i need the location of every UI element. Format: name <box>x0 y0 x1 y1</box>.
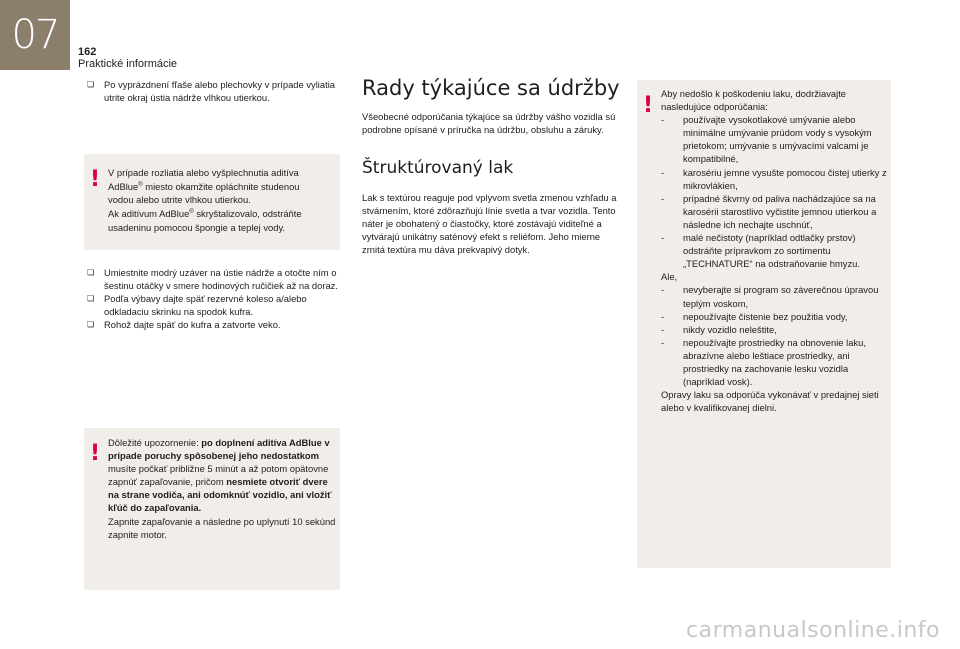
item-text: nepoužívajte prostriedky na obnovenie laku, abrazívne alebo leštiace prostriedky, ani prostriedky na zachovanie lesku vozidla (napríklad vosk). <box>683 336 866 388</box>
list-item <box>661 323 889 336</box>
watermark: carmanualsonline.info <box>686 618 940 643</box>
list-item <box>84 266 346 292</box>
list-item <box>661 310 889 323</box>
chapter-tab: 07 <box>0 0 70 70</box>
dash-marker: - <box>661 284 665 296</box>
warning-line <box>108 179 336 193</box>
item-text: prípadné škvrny od paliva nachádzajúce sa na karosérii starostlivo vyčistite jemnou utierkou a následne ich nechajte uschnúť, <box>683 192 877 230</box>
step-text: Umiestnite modrý uzáver na ústie nádrže a otočte ním o šestinu otáčky v smere hodinových ručičiek až na doraz. <box>104 267 338 292</box>
list-item <box>84 78 344 104</box>
warning-fragment: Dôležité upozornenie: <box>108 437 202 448</box>
also-text: Ale, <box>661 271 678 283</box>
section-title: Praktické informácie <box>78 58 178 70</box>
textured-paint-description: Lak s textúrou reaguje pod vplyvom svetla zmenou vzhľadu a stvárnením, ktoré zdôrazňujú línie svetla a tvar vozidla. Tento náter je obohatený o čiastočky, ktoré zostávajú viditeľné a vytvárajú unikátny saténový efekt s reliéfom. Jeho mierne zrnitá textúra mu dáva prekvapivý dotyk. <box>362 192 617 256</box>
warning-emphasis: po doplnení aditíva AdBlue v prípade poruchy spôsobenej jeho nedostatkom <box>108 437 330 462</box>
list-item <box>661 166 889 192</box>
registered-mark: ® <box>189 209 194 216</box>
warning-fragment: Zapnite zapaľovanie a následne po uplynutí 10 sekúnd zapnite motor. <box>108 515 336 540</box>
check-box-bullet-icon: ❏ <box>87 294 95 304</box>
check-box-bullet-icon: ❏ <box>87 320 95 330</box>
warning-line: usadeninu pomocou špongie a teplej vody. <box>108 221 286 233</box>
item-text: nepoužívajte čistenie bez použitia vody, <box>683 310 848 322</box>
warning-text <box>108 436 336 541</box>
warning-text <box>108 166 336 234</box>
list-item <box>661 113 889 165</box>
page-heading: Rady týkajúce sa údržby <box>362 76 620 100</box>
item-text: nikdy vozidlo neleštite, <box>683 323 777 335</box>
exclamation-warning-icon: ! <box>643 93 654 118</box>
step-text: Podľa výbavy dajte späť rezervné koleso a/alebo odkladaciu skrinku na spodok kufra. <box>104 293 307 318</box>
item-text: používajte vysokotlakové umývanie alebo minimálne umývanie prúdom vody s vysokým prietokom; umývanie s umývacími valcami je kompatibilné, <box>683 114 872 165</box>
warning-box-ignition <box>84 428 340 590</box>
warning-fragment: musíte počkať približne 5 minút a až potom opätovne zapnúť zapaľovanie, pričom <box>108 463 329 488</box>
dash-marker: - <box>661 232 665 244</box>
list-item <box>661 283 889 309</box>
warning-line: vodou alebo utrite vlhkou utierkou. <box>108 194 251 206</box>
list-item <box>661 336 889 388</box>
item-text: karosériu jemne vysušte pomocou čistej utierky z mikrovlákien, <box>683 166 887 191</box>
dash-marker: - <box>661 192 665 204</box>
list-item <box>661 231 889 270</box>
list-item <box>84 318 346 331</box>
warning-emphasis: nesmiete otvoriť dvere na strane vodiča, ani odomknúť vozidlo, ani vložiť kľúč do zapaľovania. <box>108 476 332 514</box>
step-text: Po vyprázdnení fľaše alebo plechovky v prípade vyliatia utrite okraj ústia nádrže vlhkou utierkou. <box>104 79 335 104</box>
maintenance-intro: Všeobecné odporúčania týkajúce sa údržby vášho vozidla sú podrobne opísané v príručka na údržbu, obsluhu a záruky. <box>362 111 616 136</box>
warning-line: V prípade rozliatia alebo vyšplechnutia aditíva <box>108 167 299 178</box>
check-box-bullet-icon: ❏ <box>87 268 95 277</box>
dash-marker: - <box>661 336 665 348</box>
warning-box-adblue-spill <box>84 154 340 250</box>
dash-marker: - <box>661 166 665 178</box>
item-text: nevyberajte si program so záverečnou úpravou teplým voskom, <box>683 284 879 309</box>
page-number: 162 <box>78 46 97 58</box>
list-item <box>84 292 346 318</box>
paint-care-box <box>637 80 891 568</box>
closing-text: Opravy laku sa odporúča vykonávať v predajnej sieti alebo v kvalifikovanej dielni. <box>661 389 879 414</box>
left-steps-list <box>84 266 346 331</box>
subheading: Štruktúrovaný lak <box>362 158 514 178</box>
warning-fragment: miesto okamžite opláchnite studenou <box>142 181 300 193</box>
check-box-bullet-icon: ❏ <box>87 80 95 89</box>
warning-fragment: skryštalizovalo, odstráňte <box>193 208 302 220</box>
warning-fragment: AdBlue <box>108 181 139 193</box>
item-text: malé nečistoty (napríklad odtlačky prstov) odstráňte prípravkom zo sortimentu „TECHNATURE“ na odstraňovanie hmyzu. <box>683 232 860 270</box>
intro-text: Aby nedošlo k poškodeniu laku, dodržiavajte nasledujúce odporúčania: <box>661 88 847 113</box>
dash-marker: - <box>661 310 665 322</box>
warning-line <box>108 206 336 220</box>
exclamation-warning-icon: ! <box>90 167 101 192</box>
step-text: Rohož dajte späť do kufra a zatvorte veko. <box>104 319 281 331</box>
list-item <box>661 192 889 231</box>
left-steps-top <box>84 78 344 104</box>
dash-marker: - <box>661 323 665 335</box>
registered-mark: ® <box>138 182 143 189</box>
dash-marker: - <box>661 114 665 126</box>
paint-care-text <box>661 87 889 414</box>
exclamation-warning-icon: ! <box>90 441 101 466</box>
warning-fragment: Ak aditívum AdBlue <box>108 208 190 220</box>
